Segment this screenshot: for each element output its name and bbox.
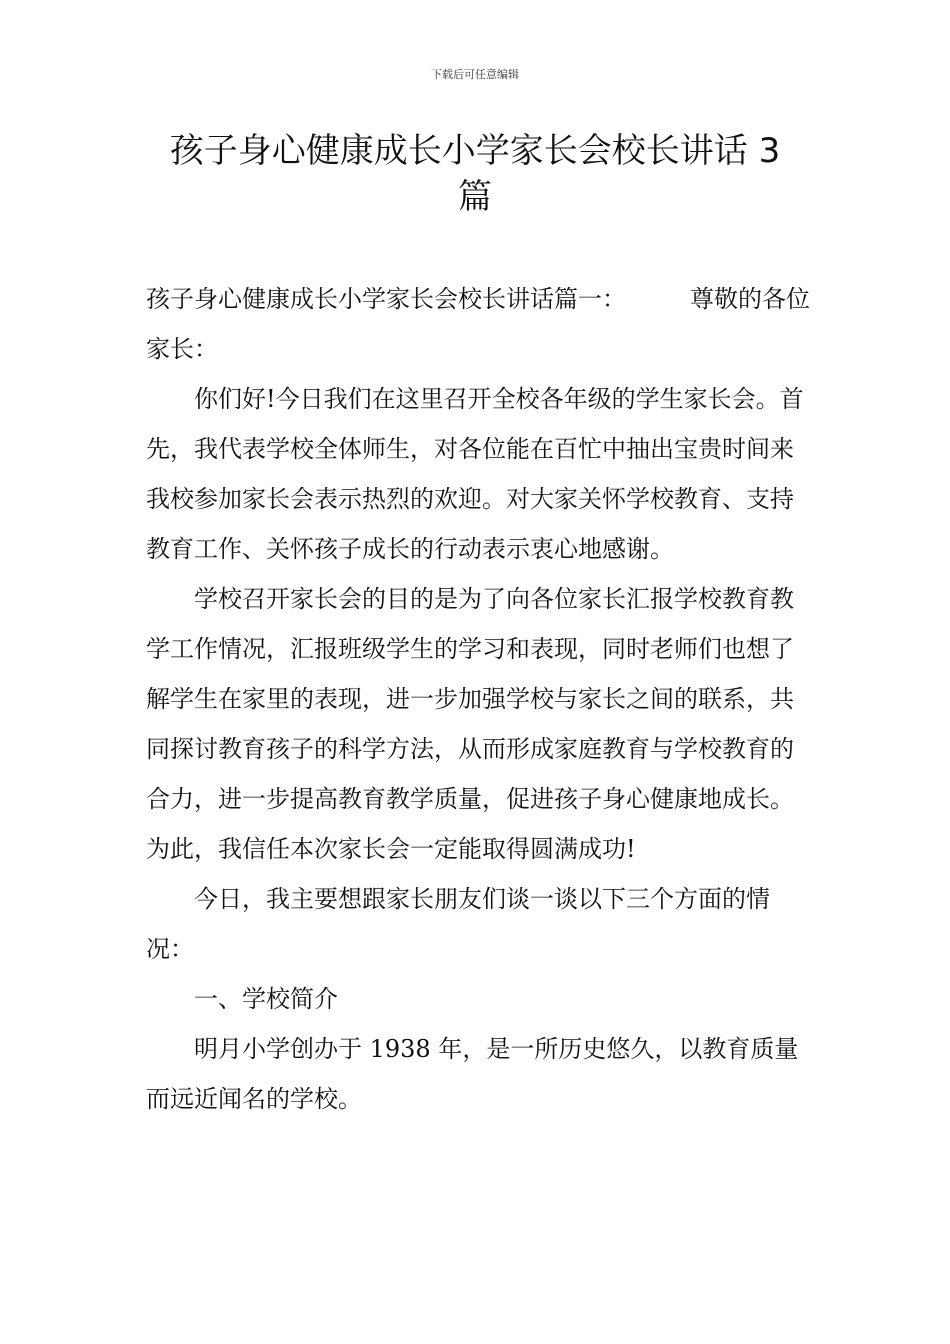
subsection-heading: 一、学校简介: [194, 985, 338, 1013]
salutation-part-2: 各位家长：: [146, 285, 810, 363]
header-note: 下载后可任意编辑: [431, 68, 519, 81]
section-heading: 孩子身心健康成长小学家长会校长讲话篇一：: [146, 285, 626, 313]
salutation-part-1: 尊敬的: [690, 285, 762, 313]
paragraph-purpose: 学校召开家长会的目的是为了向各位家长汇报学校教育教学工作情况，汇报班级学生的学习和表现，同时老师们也想了解学生在家里的表现，进一步加强学校与家长之间的联系，共同探讨教育孩子的科学方法，从而形成家庭教育与学校教育的合力，进一步提高教育教学质量，促进孩子身心健康地成长。为此，我信任本次家长会一定能取得圆满成功!: [146, 585, 794, 863]
title-line-2: 篇: [458, 177, 492, 217]
paragraph-greeting: 你们好!今日我们在这里召开全校各年级的学生家长会。首先，我代表学校全体师生，对各位能在百忙中抽出宝贵时间来我校参加家长会表示热烈的欢迎。对大家关怀学校教育、支持教育工作、关怀孩子成长的行动表示衷心地感谢。: [146, 385, 804, 563]
paragraph-school-intro: 明月小学创办于 1938 年，是一所历史悠久，以教育质量而远近闻名的学校。: [146, 1035, 799, 1113]
document-title: [120, 128, 830, 220]
title-line-1: 孩子身心健康成长小学家长会校长讲话 3: [169, 131, 781, 171]
section-heading-line: [146, 274, 810, 374]
paragraph-topics: 今日，我主要想跟家长朋友们谈一谈以下三个方面的情况：: [146, 885, 770, 963]
document-body: [146, 274, 810, 1124]
